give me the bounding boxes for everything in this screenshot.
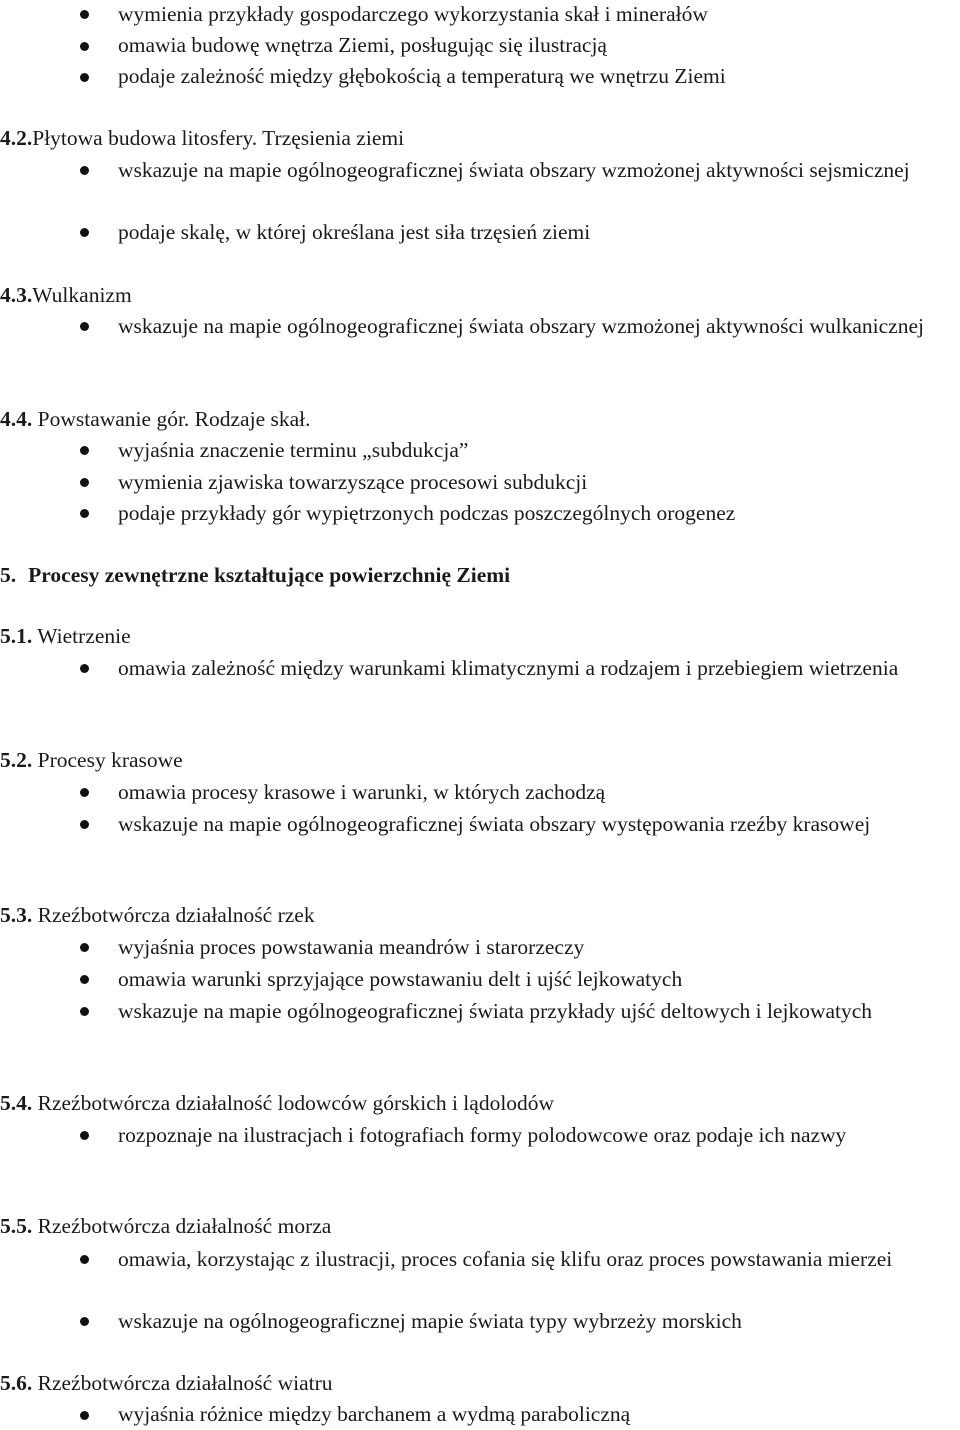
- chapter-number: 5.: [0, 563, 17, 587]
- list-item: wskazuje na ogólnogeograficznej mapie świata typy wybrzeży morskich: [118, 1309, 742, 1333]
- section-number: 5.1.: [0, 624, 33, 648]
- section-title: Rzeźbotwórcza działalność morza: [32, 1214, 332, 1238]
- bullet-icon: [80, 446, 89, 455]
- bullet-icon: [80, 73, 89, 82]
- section-number: 4.4.: [0, 407, 33, 431]
- list-item: wymienia przykłady gospodarczego wykorzystania skał i minerałów: [118, 2, 708, 26]
- list-item: wskazuje na mapie ogólnogeograficznej świata przykłady ujść deltowych i lejkowatych: [118, 999, 873, 1023]
- section-number: 5.2.: [0, 748, 33, 772]
- section-number: 5.5.: [0, 1214, 33, 1238]
- section-heading: [0, 1368, 333, 1399]
- bullet-icon: [80, 1411, 89, 1420]
- list-item: omawia, korzystając z ilustracji, proces cofania się klifu oraz proces powstawania mierzei: [118, 1247, 893, 1271]
- section-number: 5.6.: [0, 1371, 33, 1395]
- section-title: Wietrzenie: [32, 624, 131, 648]
- bullet-icon: [80, 42, 89, 51]
- bullet-icon: [80, 166, 89, 175]
- section-title: Procesy krasowe: [32, 748, 183, 772]
- bullet-icon: [80, 228, 89, 237]
- chapter-title: Procesy zewnętrzne kształtujące powierzchnię Ziemi: [28, 563, 511, 587]
- bullet-icon: [80, 10, 89, 19]
- bullet-icon: [80, 664, 89, 673]
- section-title: Rzeźbotwórcza działalność lodowców górskich i lądolodów: [32, 1091, 555, 1115]
- list-item: wskazuje na mapie ogólnogeograficznej świata obszary wzmożonej aktywności wulkanicznej: [118, 314, 924, 338]
- list-item: rozpoznaje na ilustracjach i fotografiach formy polodowcowe oraz podaje ich nazwy: [118, 1123, 847, 1147]
- section-heading: [0, 745, 183, 776]
- section-title: Powstawanie gór. Rodzaje skał.: [32, 407, 311, 431]
- section-heading: [0, 404, 311, 435]
- bullet-icon: [80, 943, 89, 952]
- section-heading: [0, 280, 132, 311]
- section-title: Rzeźbotwórcza działalność rzek: [32, 903, 315, 927]
- section-title: Rzeźbotwórcza działalność wiatru: [32, 1371, 333, 1395]
- bullet-icon: [80, 1317, 89, 1326]
- bullet-icon: [80, 1007, 89, 1016]
- section-number: 4.2.: [0, 126, 33, 150]
- list-item: omawia budowę wnętrza Ziemi, posługując się ilustracją: [118, 33, 607, 57]
- bullet-icon: [80, 975, 89, 984]
- list-item: wyjaśnia proces powstawania meandrów i starorzeczy: [118, 935, 585, 959]
- list-item: podaje skalę, w której określana jest siła trzęsień ziemi: [118, 220, 591, 244]
- section-number: 5.3.: [0, 903, 33, 927]
- list-item: wyjaśnia znaczenie terminu „subdukcja”: [118, 438, 469, 462]
- section-heading: [0, 1211, 331, 1242]
- section-heading: [0, 900, 315, 931]
- list-item: wymienia zjawiska towarzyszące procesowi subdukcji: [118, 470, 588, 494]
- bullet-icon: [80, 478, 89, 487]
- bullet-icon: [80, 322, 89, 331]
- bullet-icon: [80, 509, 89, 518]
- bullet-icon: [80, 1255, 89, 1264]
- section-title: Wulkanizm: [32, 283, 132, 307]
- list-item: omawia procesy krasowe i warunki, w których zachodzą: [118, 780, 606, 804]
- list-item: omawia warunki sprzyjające powstawaniu delt i ujść lejkowatych: [118, 967, 683, 991]
- list-item: wskazuje na mapie ogólnogeograficznej świata obszary występowania rzeźby krasowej: [118, 812, 871, 836]
- list-item: wyjaśnia różnice między barchanem a wydmą paraboliczną: [118, 1402, 631, 1426]
- section-number: 5.4.: [0, 1091, 33, 1115]
- section-heading: [0, 123, 404, 154]
- list-item: wskazuje na mapie ogólnogeograficznej świata obszary wzmożonej aktywności sejsmicznej: [118, 158, 910, 182]
- bullet-icon: [80, 820, 89, 829]
- list-item: omawia zależność między warunkami klimatycznymi a rodzajem i przebiegiem wietrzenia: [118, 656, 899, 680]
- section-title: Płytowa budowa litosfery. Trzęsienia ziemi: [32, 126, 405, 150]
- chapter-heading: [0, 560, 510, 591]
- bullet-icon: [80, 1131, 89, 1140]
- section-number: 4.3.: [0, 283, 33, 307]
- list-item: podaje zależność między głębokością a temperaturą we wnętrzu Ziemi: [118, 64, 726, 88]
- list-item: podaje przykłady gór wypiętrzonych podczas poszczególnych orogenez: [118, 501, 736, 525]
- section-heading: [0, 621, 131, 652]
- bullet-icon: [80, 788, 89, 797]
- section-heading: [0, 1088, 554, 1119]
